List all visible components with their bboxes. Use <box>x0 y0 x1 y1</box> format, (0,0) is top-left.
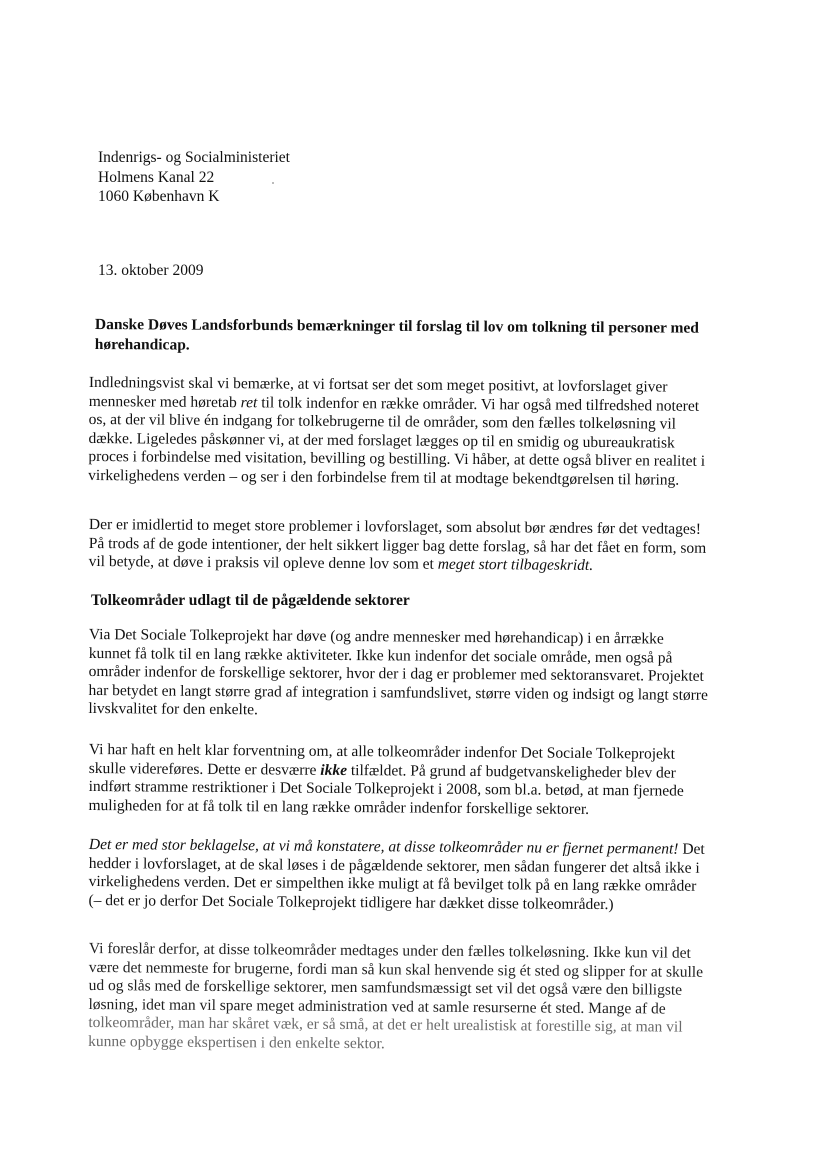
text-line: muligheden for at få tolk til en lang række områder indenfor forskellige sektorer. <box>88 796 590 818</box>
text-line: områder indenfor de forskellige sektorer, hvor der i dag er problemer med sektoransvaret. Projektet <box>88 662 704 685</box>
text-line: Via Det Sociale Tolkeprojekt har døve (og andre mennesker med hørehandicap) i en årrække <box>88 626 664 648</box>
text-span: tilfældet. På grund af budgetvanskeligheder blev der <box>346 761 676 782</box>
recipient-address <box>98 148 290 207</box>
paragraph-problems <box>89 516 764 577</box>
title-line: Danske Døves Landsforbunds bemærkninger til forslag til lov om tolkning til personer med <box>94 315 699 337</box>
paragraph-expectation <box>88 741 764 820</box>
text-line: hedder i lovforslaget, at de skal løses i de pågældende sektorer, men sådan fungerer det altså ikke i <box>88 854 700 877</box>
letter-date: 13. oktober 2009 <box>98 262 204 279</box>
text-line: livskvalitet for den enkelte. <box>88 699 259 719</box>
text-line: Vi har haft en helt klar forventning om, at alle tolkeområder indenfor Det Sociale Tolkeprojekt <box>88 741 676 763</box>
address-line: Indenrigs- og Socialministeriet <box>98 149 290 166</box>
text-span: mennesker med høretab <box>88 392 241 411</box>
emphasis-text: meget stort tilbageskridt. <box>437 555 594 574</box>
text-line: være det nemmeste for brugerne, fordi man så kun skal henvende sig ét sted og slipper for at skulle <box>88 958 704 981</box>
paragraph-proposal <box>88 940 764 1056</box>
title-line: hørehandicap. <box>94 335 190 354</box>
letter-title <box>95 315 755 359</box>
text-line: løsning, idet man vil spare meget administration ved at samle resurserne ét sted. Mange af de <box>88 995 666 1018</box>
text-line: Der er imidlertid to meget store problemer i lovforslaget, som absolut bør ændres før det vedtages! <box>88 516 702 538</box>
text-line: har betydet en langt større grad af integration i samfundslivet, større viden og indsigt og langt større <box>88 681 708 704</box>
address-line: 1060 København K <box>98 188 220 205</box>
text-line: virkelighedens verden. Det er simpelthen ikke muligt at få bevilget tolk på en lang række områder <box>88 872 697 895</box>
text-line: ud og slås med de forskellige sektorer, men samfundsmæssigt set vil det også være den billigste <box>88 976 683 999</box>
section-heading: Tolkeområder udlagt til de pågældende sektorer <box>91 592 410 609</box>
text-line: Vi foreslår derfor, at disse tolkeområder medtages under den fælles tolkeløsning. Ikke kun vil det <box>88 940 691 962</box>
text-span: vil betyde, at døve i praksis vil opleve denne lov som et <box>88 552 438 573</box>
text-line: indført stramme restriktioner i Det Sociale Tolkeprojekt i 2008, som bl.a. betød, at man fjernede <box>88 777 684 800</box>
text-line: Indledningsvist skal vi bemærke, at vi fortsat ser det som meget positivt, at lovforslaget giver <box>88 374 668 396</box>
text-line: proces i forbindelse med visitation, bevilling og bestilling. Vi håber, at dette også bliver en realitet i <box>88 447 706 470</box>
scan-speck <box>272 182 274 184</box>
text-line: (– det er jo derfor Det Sociale Tolkeprojekt tidligere har dækket disse tolkeområder.) <box>88 891 614 913</box>
text-span: skulle videreføres. Dette er desværre <box>88 759 321 779</box>
emphasis-text: Det er med stor beklagelse, at vi må konstatere, at disse tolkeområder nu er fjernet permanent! <box>88 836 679 858</box>
text-line: På trods af de gode intentioner, der helt sikkert ligger bag dette forslag, så har det fået en form, som <box>88 534 707 557</box>
paragraph-intro <box>88 374 764 490</box>
paragraph-regret <box>88 836 764 915</box>
emphasis-text: ikke <box>320 761 348 779</box>
text-span: Det <box>678 840 705 858</box>
text-line: kunnet få tolk til en lang række aktiviteter. Ikke kun indenfor det sociale område, men også på <box>88 644 673 667</box>
text-line: dække. Ligeledes påskønner vi, at der med forslaget lægges op til en smidig og ubureaukratisk <box>88 429 675 452</box>
text-span: til tolk indenfor en række områder. Vi har også med tilfredshed noteret <box>257 393 700 415</box>
text-line: virkelighedens verden – og ser i den forbindelse frem til at modtage bekendtgørelsen til høring. <box>88 466 680 489</box>
text-line: kunne opbygge ekspertisen i den enkelte sektor. <box>88 1032 385 1052</box>
text-line: os, at der vil blive én indgang for tolkebrugerne til de områder, som den fælles tolkeløsning vil <box>88 410 677 433</box>
emphasis-text: ret <box>240 393 258 411</box>
paragraph-tolkeprojekt <box>88 626 764 724</box>
address-line: Holmens Kanal 22 <box>98 168 215 186</box>
text-line: tolkeområder, man har skåret væk, er så små, at det er helt urealistisk at forestille sig, at man vil <box>88 1013 683 1036</box>
